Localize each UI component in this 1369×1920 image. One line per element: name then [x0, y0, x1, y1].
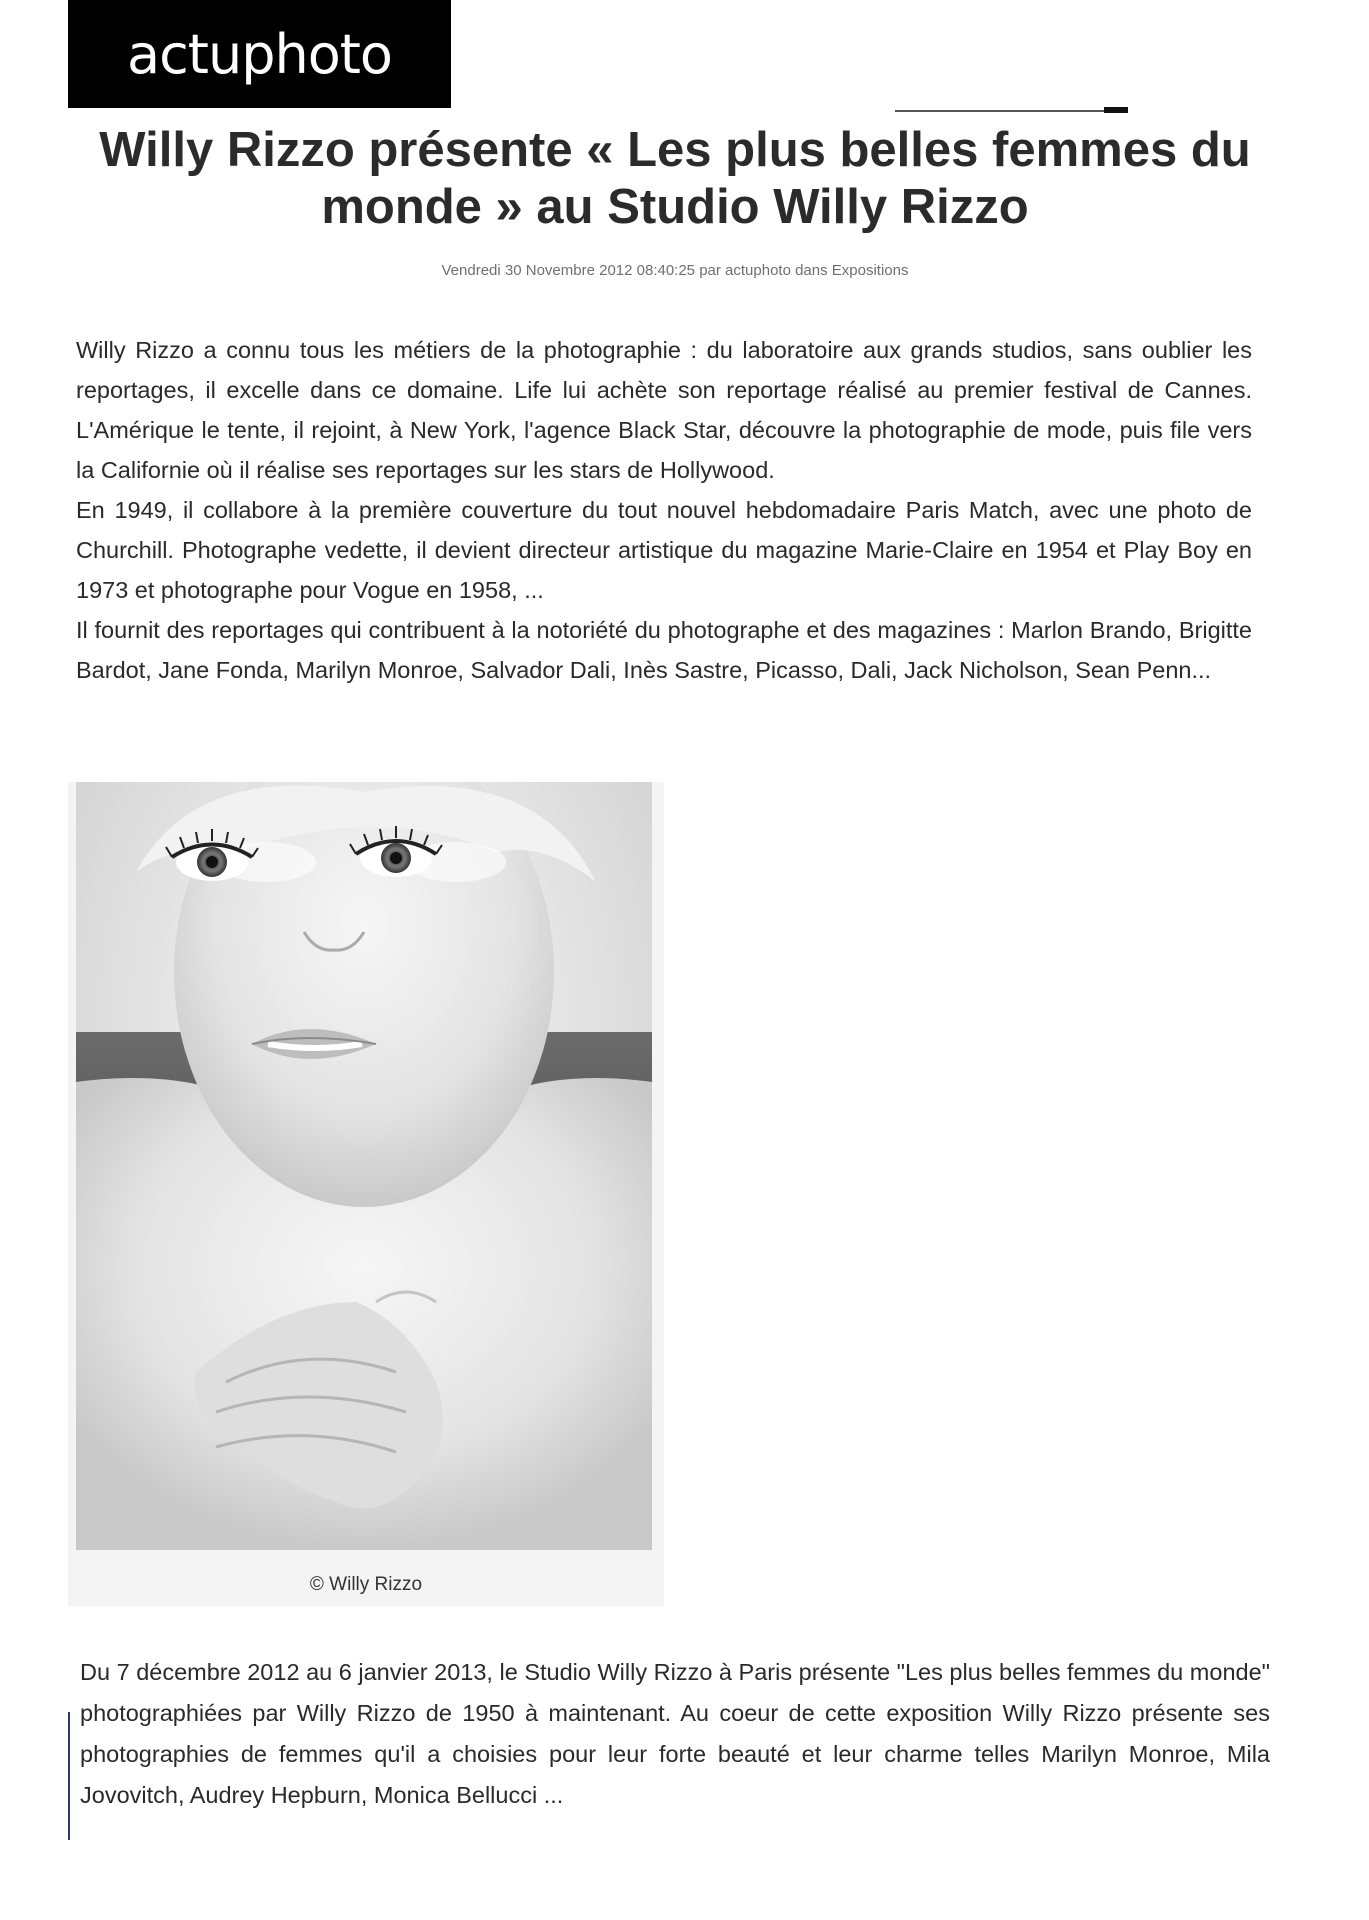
intro-paragraph: En 1949, il collabore à la première couverture du tout nouvel hebdomadaire Paris Match, avec une photo de Churchill. Photographe vedette, il devient directeur artistique du magazine Marie-Claire en 1954 et Play Boy en 1973 et photographe pour Vogue en 1958, ... — [76, 497, 1252, 603]
portrait-photo — [76, 782, 652, 1550]
article-title: Willy Rizzo présente « Les plus belles femmes du monde » au Studio Willy Rizzo — [99, 123, 1251, 234]
intro-paragraph: Willy Rizzo a connu tous les métiers de la photographie : du laboratoire aux grands studios, sans oublier les reportages, il excelle dans ce domaine. Life lui achète son reportage réalisé au premier festival de Cannes. L'Amérique le tente, il rejoint, à New York, l'agence Black Star, découvre la photographie de mode, puis file vers la Californie où il réalise ses reportages sur les stars de Hollywood. — [76, 337, 1252, 483]
header-divider-end — [1104, 107, 1128, 113]
header-divider — [895, 110, 1128, 112]
article-meta: Vendredi 30 Novembre 2012 08:40:25 par actuphoto dans Expositions — [441, 262, 909, 279]
article-figure — [68, 782, 664, 1606]
article-outro: Du 7 décembre 2012 au 6 janvier 2013, le Studio Willy Rizzo à Paris présente "Les plus belles femmes du monde" photographiées par Willy Rizzo de 1950 à maintenant. Au coeur de cette exposition Willy Rizzo présente ses photographies de femmes qu'il a choisies pour leur forte beauté et leur charme telles Marilyn Monroe, Mila Jovovitch, Audrey Hepburn, Monica Bellucci ... — [80, 1659, 1270, 1808]
site-logo[interactable] — [68, 0, 451, 108]
intro-paragraph: Il fournit des reportages qui contribuent à la notoriété du photographe et des magazines : Marlon Brando, Brigitte Bardot, Jane Fonda, Marilyn Monroe, Salvador Dali, Inès Sastre, Picasso, Dali, Jack Nicholson, Sean Penn... — [76, 617, 1252, 683]
logo-text: actuphoto — [127, 22, 392, 86]
photo-caption: © Willy Rizzo — [309, 1574, 423, 1595]
article-intro — [76, 330, 1252, 690]
quote-marker — [68, 1712, 70, 1840]
